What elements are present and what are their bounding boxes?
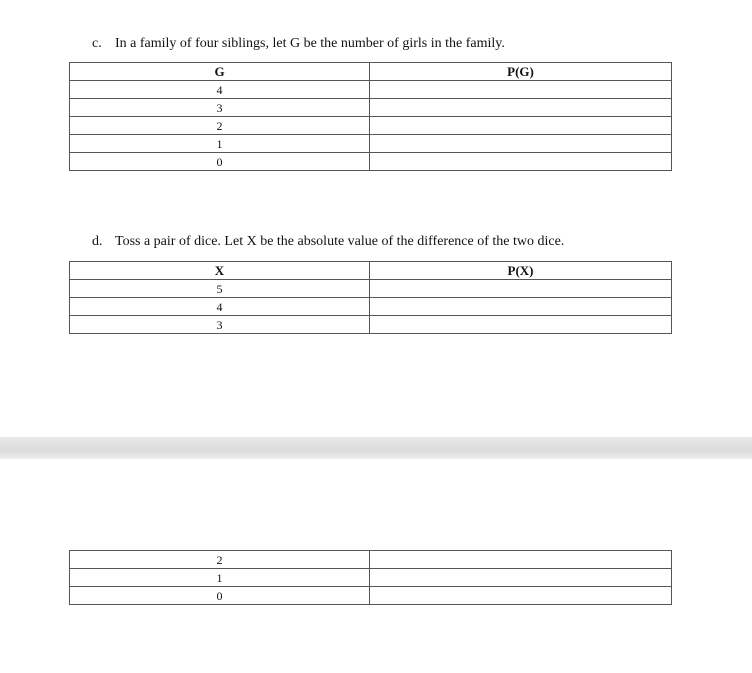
table-c-prob-cell[interactable]: [370, 135, 672, 153]
table-row: [70, 81, 672, 99]
table-d: [69, 261, 672, 334]
table-row: [70, 551, 672, 569]
table-c-prob-cell[interactable]: [370, 153, 672, 171]
question-c: [92, 36, 505, 52]
table-row: [70, 316, 672, 334]
table-d-prob-cell[interactable]: [370, 280, 672, 298]
table-d-prob-cell[interactable]: [370, 298, 672, 316]
table-c-header-g: G: [70, 63, 370, 81]
question-c-text: In a family of four siblings, let G be the number of girls in the family.: [115, 36, 505, 51]
page-break: [0, 437, 752, 459]
table-row: [70, 280, 672, 298]
table-c-header-pg: P(G): [370, 63, 672, 81]
table-row: [70, 135, 672, 153]
table-d-value: 0: [70, 587, 370, 605]
question-d-text: Toss a pair of dice. Let X be the absolute value of the difference of the two dice.: [115, 234, 565, 249]
table-c-prob-cell[interactable]: [370, 117, 672, 135]
table-c: [69, 62, 672, 171]
table-row: [70, 569, 672, 587]
table-c-header-row: [70, 63, 672, 81]
table-d-value: 1: [70, 569, 370, 587]
table-d-header-px: P(X): [370, 262, 672, 280]
table-d-continued: [69, 550, 672, 605]
table-d-value: 2: [70, 551, 370, 569]
table-c-value: 3: [70, 99, 370, 117]
table-d-prob-cell[interactable]: [370, 569, 672, 587]
table-d-value: 3: [70, 316, 370, 334]
table-row: [70, 153, 672, 171]
table-d-value: 5: [70, 280, 370, 298]
table-c-prob-cell[interactable]: [370, 99, 672, 117]
table-d-header-row: [70, 262, 672, 280]
table-row: [70, 99, 672, 117]
table-c-value: 1: [70, 135, 370, 153]
table-d-prob-cell[interactable]: [370, 587, 672, 605]
table-d-value: 4: [70, 298, 370, 316]
table-c-prob-cell[interactable]: [370, 81, 672, 99]
table-d-header-x: X: [70, 262, 370, 280]
table-row: [70, 587, 672, 605]
table-c-value: 2: [70, 117, 370, 135]
table-d-prob-cell[interactable]: [370, 551, 672, 569]
question-c-label: c.: [92, 36, 102, 51]
table-c-value: 0: [70, 153, 370, 171]
table-row: [70, 117, 672, 135]
table-row: [70, 298, 672, 316]
table-c-value: 4: [70, 81, 370, 99]
question-d: [92, 234, 564, 250]
table-d-prob-cell[interactable]: [370, 316, 672, 334]
question-d-label: d.: [92, 234, 103, 249]
